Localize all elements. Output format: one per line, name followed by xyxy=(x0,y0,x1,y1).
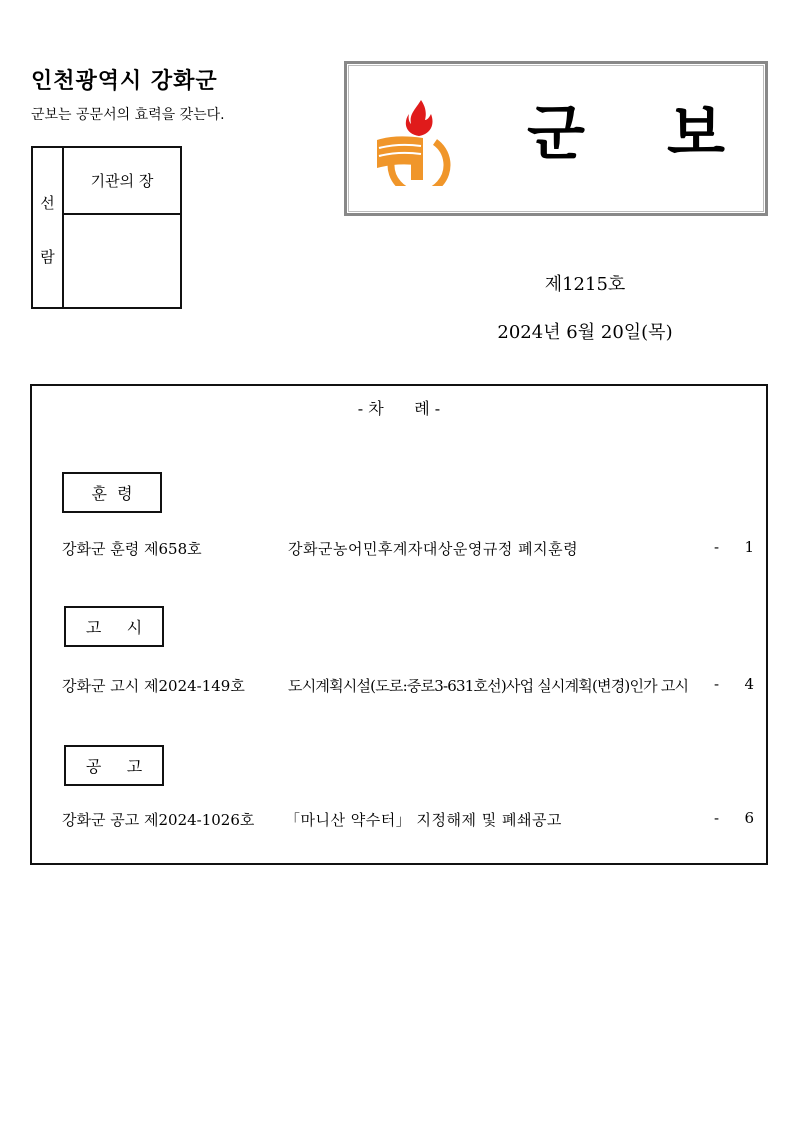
review-side-column xyxy=(33,148,64,307)
section-label-announcement: 공 고 xyxy=(64,745,164,786)
toc-entry[interactable] xyxy=(62,538,754,562)
subtitle: 군보는 공문서의 효력을 갖는다. xyxy=(31,107,225,123)
entry-leader: - xyxy=(714,675,720,693)
section-label-notice: 고 시 xyxy=(64,606,164,647)
entry-description: 「마니산 약수터」 지정해제 및 폐쇄공고 xyxy=(285,811,562,829)
entry-number: 강화군 공고 제2024-1026호 xyxy=(62,811,255,829)
toc-title: - 차 례 - xyxy=(357,399,441,418)
table-of-contents xyxy=(30,384,768,865)
city-title: 인천광역시 강화군 xyxy=(31,69,218,94)
emblem-icon xyxy=(375,96,459,186)
entry-leader: - xyxy=(714,538,720,556)
entry-number: 강화군 고시 제2024-149호 xyxy=(62,677,245,695)
toc-entry[interactable] xyxy=(62,809,754,833)
entry-page: 6 xyxy=(744,809,754,827)
entry-description: 강화군농어민후계자대상운영규정 폐지훈령 xyxy=(288,540,579,558)
entry-page: 1 xyxy=(744,538,754,556)
issue-number: 제1215호 xyxy=(544,274,626,295)
issue-date: 2024년 6월 20일(목) xyxy=(497,322,673,343)
review-head-label: 기관의 장 xyxy=(64,148,180,215)
banner xyxy=(344,61,768,216)
section-label-directive: 훈 령 xyxy=(62,472,162,513)
entry-leader: - xyxy=(714,809,720,827)
entry-number: 강화군 훈령 제658호 xyxy=(62,540,202,558)
review-side-label-bottom: 람 xyxy=(40,248,55,266)
entry-description: 도시계획시설(도로:중로3-631호선)사업 실시계획(변경)인가 고시 xyxy=(288,677,689,695)
review-side-label-top: 선 xyxy=(40,194,55,212)
toc-entry[interactable] xyxy=(62,675,754,699)
entry-page: 4 xyxy=(744,675,754,693)
banner-title-char2: 보 xyxy=(667,99,725,169)
review-table xyxy=(31,146,182,309)
banner-title-char1: 군 xyxy=(527,99,585,169)
